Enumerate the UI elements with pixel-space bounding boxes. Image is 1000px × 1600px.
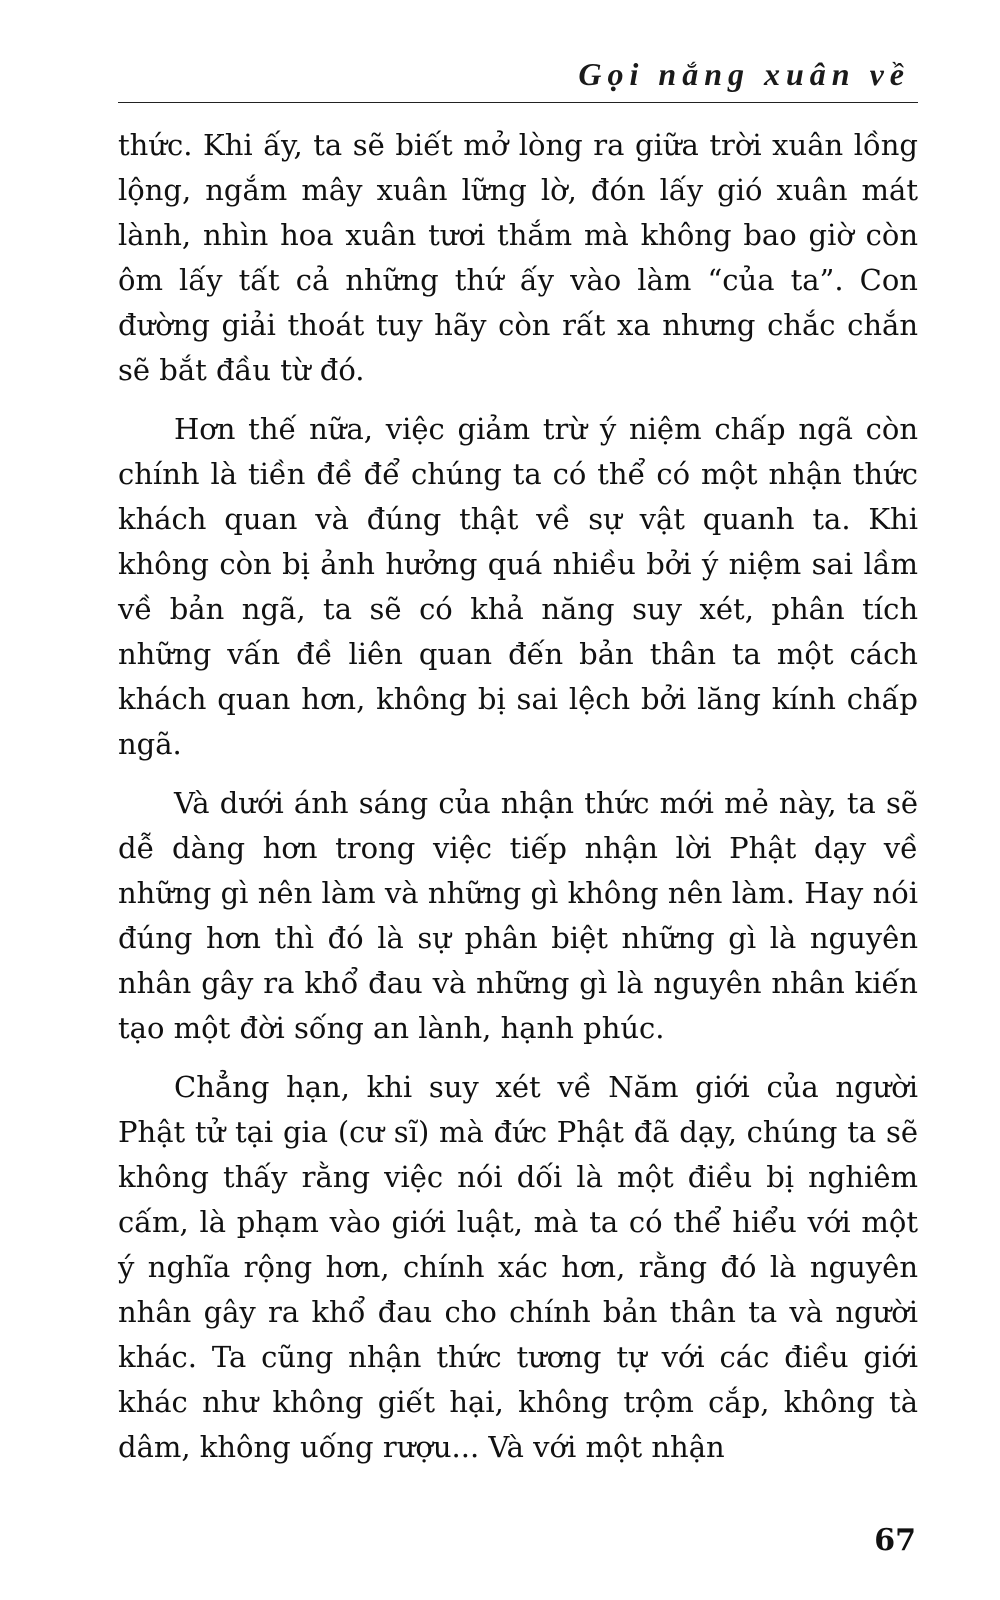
running-header (118, 52, 918, 103)
page-number: 67 (874, 1523, 916, 1558)
body-text (118, 123, 918, 1484)
paragraph: Hơn thế nữa, việc giảm trừ ý niệm chấp ngã còn chính là tiền đề để chúng ta có thể có một nhận thức khách quan và đúng thật về sự vật quanh ta. Khi không còn bị ảnh hưởng quá nhiều bởi ý niệm sai lầm về bản ngã, ta sẽ có khả năng suy xét, phân tích những vấn đề liên quan đến bản thân ta một cách khách quan hơn, không bị sai lệch bởi lăng kính chấp ngã. (118, 412, 918, 761)
paragraph-continuation: thức. Khi ấy, ta sẽ biết mở lòng ra giữa trời xuân lồng lộng, ngắm mây xuân lững lờ, đón lấy gió xuân mát lành, nhìn hoa xuân tươi thắm mà không bao giờ còn ôm lấy tất cả những thứ ấy vào làm “của ta”. Con đường giải thoát tuy hãy còn rất xa nhưng chắc chắn sẽ bắt đầu từ đó. (118, 128, 918, 387)
paragraph: Và dưới ánh sáng của nhận thức mới mẻ này, ta sẽ dễ dàng hơn trong việc tiếp nhận lời Phật dạy về những gì nên làm và những gì không nên làm. Hay nói đúng hơn thì đó là sự phân biệt những gì là nguyên nhân gây ra khổ đau và những gì là nguyên nhân kiến tạo một đời sống an lành, hạnh phúc. (118, 786, 918, 1045)
running-title: Gọi nắng xuân về (578, 56, 910, 92)
paragraph: Chẳng hạn, khi suy xét về Năm giới của người Phật tử tại gia (cư sĩ) mà đức Phật đã dạy, chúng ta sẽ không thấy rằng việc nói dối là một điều bị nghiêm cấm, là phạm vào giới luật, mà ta có thể hiểu với một ý nghĩa rộng hơn, chính xác hơn, rằng đó là nguyên nhân gây ra khổ đau cho chính bản thân ta và người khác. Ta cũng nhận thức tương tự với các điều giới khác như không giết hại, không trộm cắp, không tà dâm, không uống rượu... Và với một nhận (118, 1070, 918, 1464)
